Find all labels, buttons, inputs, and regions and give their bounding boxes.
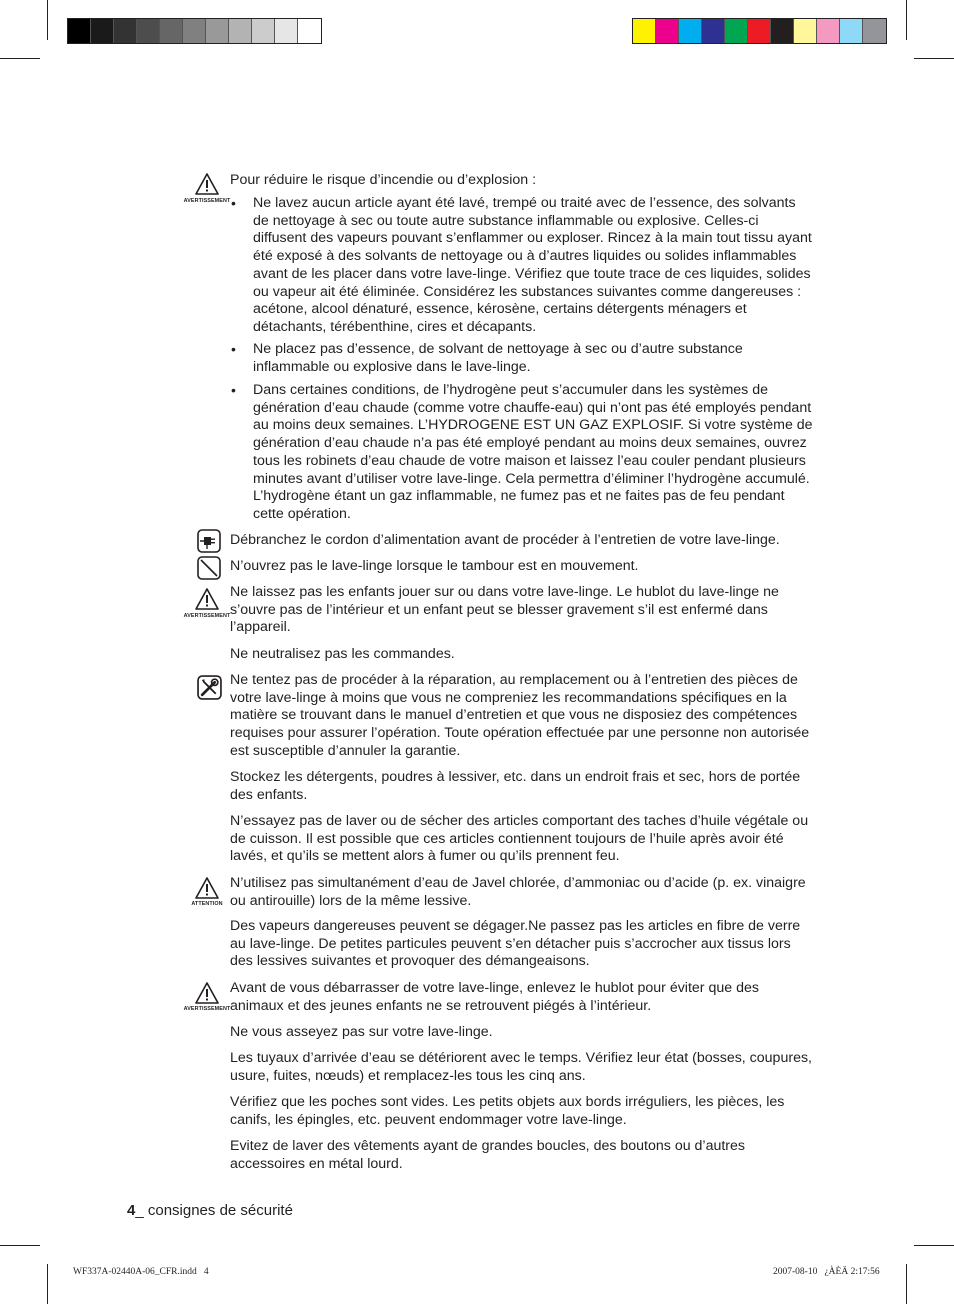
color-swatch bbox=[298, 19, 321, 43]
bullet-text-3: Dans certaines conditions, de l’hydrogène peut s’accumuler dans les systèmes de génération d’eau chaude (comme votre chauffe-eau) qui n’ont pas été employés pendant au moins deux semaines. L’HYDROGENE EST UN GAZ EXPLOSIF. Si votre système de génération d’eau chaude n’a pas été employé pendant au moins deux semaines, ouvrez tous les robinets d’eau chaude de votre maison et laissez l’eau couler pendant plusieurs minutes avant d’utiliser votre lave-linge. Cela permettra d’éliminer l’hydrogène accumulé. L’hydrogène étant un gaz inflammable, ne fumez pas et ne faites pas de feu pendant cette opération. bbox=[253, 382, 813, 522]
color-swatch bbox=[633, 19, 656, 43]
color-swatch bbox=[863, 19, 886, 43]
slug-file: WF337A-02440A-06_CFR.indd 4 bbox=[73, 1267, 209, 1277]
oil-text: N’essayez pas de laver ou de sécher des articles comportant des taches d’huile végétale ou de cuisson. Il est possible que ces articles contiennent toujours de l’huile après avoir été lavés, et qu’ils se mettent alors à fumer ou qu’ils prennent feu. bbox=[230, 813, 809, 865]
crop-mark bbox=[914, 58, 954, 59]
unplug-text: Débranchez le cordon d’alimentation avant de procéder à l’entretien de votre lave-linge. bbox=[230, 532, 780, 548]
warning-label: AVERTISSEMENT bbox=[183, 613, 231, 619]
color-swatch bbox=[275, 19, 298, 43]
color-swatch bbox=[206, 19, 229, 43]
crop-mark bbox=[906, 0, 907, 40]
color-swatch bbox=[160, 19, 183, 43]
caution-triangle-icon bbox=[195, 877, 219, 899]
crop-mark bbox=[47, 1264, 48, 1304]
hoses-text: Les tuyaux d’arrivée d’eau se détériorent avec le temps. Vérifiez leur état (bosses, coupures, usure, fuites, nœuds) et remplacez-les tous les cinq ans. bbox=[230, 1050, 812, 1084]
color-swatch bbox=[114, 19, 137, 43]
color-swatch bbox=[91, 19, 114, 43]
page-number: 4 bbox=[127, 1202, 136, 1219]
color-swatch bbox=[229, 19, 252, 43]
color-swatch bbox=[748, 19, 771, 43]
crop-mark bbox=[0, 58, 40, 59]
color-swatch bbox=[702, 19, 725, 43]
color-swatch bbox=[137, 19, 160, 43]
repair-text: Ne tentez pas de procéder à la réparation, au remplacement ou à l’entretien des pièces de votre lave-linge à moins que vous ne compreniez les recommandations spécifiques en la matière se trouvant dans le manuel d’entretien et que vous ne disposiez des compétences requises pour assurer l’opération. Toute opération effectuée par une personne non autorisée est susceptible d’annuler la garantie. bbox=[230, 672, 810, 759]
color-swatch bbox=[656, 19, 679, 43]
storage-text: Stockez les détergents, poudres à lessiver, etc. dans un endroit frais et sec, hors de portée des enfants. bbox=[230, 769, 801, 803]
intro-text: Pour réduire le risque d’incendie ou d’explosion : bbox=[230, 172, 537, 188]
color-swatch bbox=[183, 19, 206, 43]
color-swatch bbox=[794, 19, 817, 43]
crop-mark bbox=[906, 1264, 907, 1304]
color-swatch bbox=[840, 19, 863, 43]
bullet-dot: • bbox=[231, 341, 236, 357]
slug-date: 2007-08-10 ¿ÀÈÄ 2:17:56 bbox=[773, 1267, 880, 1277]
warning-triangle-icon bbox=[195, 173, 219, 195]
warning-label: AVERTISSEMENT bbox=[183, 198, 231, 204]
controls-text: Ne neutralisez pas les commandes. bbox=[230, 646, 455, 662]
bullet-text-1: Ne lavez aucun article ayant été lavé, trempé ou traité avec de l’essence, des solvants de nettoyage à sec ou toute autre substance inflammable ou explosive. Celles-ci diffusent des vapeurs pouvant s’enflammer ou exploser. Rincez à la main tout tissu ayant été exposé à des solvants de nettoyage ou à d’autres liquides ou solides inflammables avant de les placer dans votre lave-linge. Vérifiez que toute trace de ces liquides, solides ou vapeur ait été éliminée. Considérez les substances suivantes comme dangereuses : acétone, alcool dénaturé, essence, kérosène, certains détergents ménagers et détachants, térébenthine, cires et décapants. bbox=[253, 195, 812, 335]
color-swatch bbox=[817, 19, 840, 43]
color-swatch bbox=[679, 19, 702, 43]
grayscale-color-bar bbox=[67, 18, 322, 44]
warning-triangle-icon bbox=[195, 982, 219, 1004]
color-swatch bbox=[252, 19, 275, 43]
color-swatch bbox=[68, 19, 91, 43]
crop-mark bbox=[914, 1245, 954, 1246]
warning-label: AVERTISSEMENT bbox=[183, 1006, 231, 1012]
buckles-text: Evitez de laver des vêtements ayant de grandes boucles, des boutons ou d’autres accessoires en métal lourd. bbox=[230, 1138, 746, 1172]
color-swatch bbox=[725, 19, 748, 43]
unplug-icon bbox=[197, 529, 221, 553]
children-text: Ne laissez pas les enfants jouer sur ou dans votre lave-linge. Le hublot du lave-linge ne s’ouvre pas de l’intérieur et un enfant peut se blesser gravement s’il est enfermé dans l’appareil. bbox=[230, 584, 779, 636]
no-open-text: N’ouvrez pas le lave-linge lorsque le tambour est en mouvement. bbox=[230, 558, 639, 574]
caution-label: ATTENTION bbox=[191, 901, 223, 907]
bullet-text-2: Ne placez pas d’essence, de solvant de nettoyage à sec ou d’autre substance inflammable ou explosive dans le lave-linge. bbox=[253, 341, 743, 375]
no-repair-icon bbox=[197, 675, 222, 700]
no-sit-text: Ne vous asseyez pas sur votre lave-linge. bbox=[230, 1024, 493, 1040]
section-title: _ consignes de sécurité bbox=[135, 1202, 293, 1219]
process-color-bar bbox=[632, 18, 887, 44]
prohibited-icon bbox=[197, 556, 221, 580]
disposal-text: Avant de vous débarrasser de votre lave-linge, enlevez le hublot pour éviter que des animaux et des jeunes enfants ne se retrouvent piégés à l’intérieur. bbox=[230, 980, 759, 1014]
page-footer bbox=[127, 1202, 293, 1219]
crop-mark bbox=[47, 0, 48, 40]
pockets-text: Vérifiez que les poches sont vides. Les petits objets aux bords irréguliers, les pièces, les canifs, les épingles, etc. peuvent endommager votre lave-linge. bbox=[230, 1094, 785, 1128]
bullet-dot: • bbox=[231, 382, 236, 398]
bullet-dot: • bbox=[231, 195, 236, 211]
fiberglass-text: Des vapeurs dangereuses peuvent se dégager.Ne passez pas les articles en fibre de verre au lave-linge. De petites particules peuvent s’en détacher puis s’accrocher aux tissus lors des lessives suivantes et provoquer des démangeaisons. bbox=[230, 918, 801, 970]
color-swatch bbox=[771, 19, 794, 43]
warning-triangle-icon bbox=[195, 588, 219, 610]
bleach-text: N’utilisez pas simultanément d’eau de Javel chlorée, d’ammoniac ou d’acide (p. ex. vinaigre ou antirouille) lors de la même lessive. bbox=[230, 875, 806, 909]
crop-mark bbox=[0, 1245, 40, 1246]
